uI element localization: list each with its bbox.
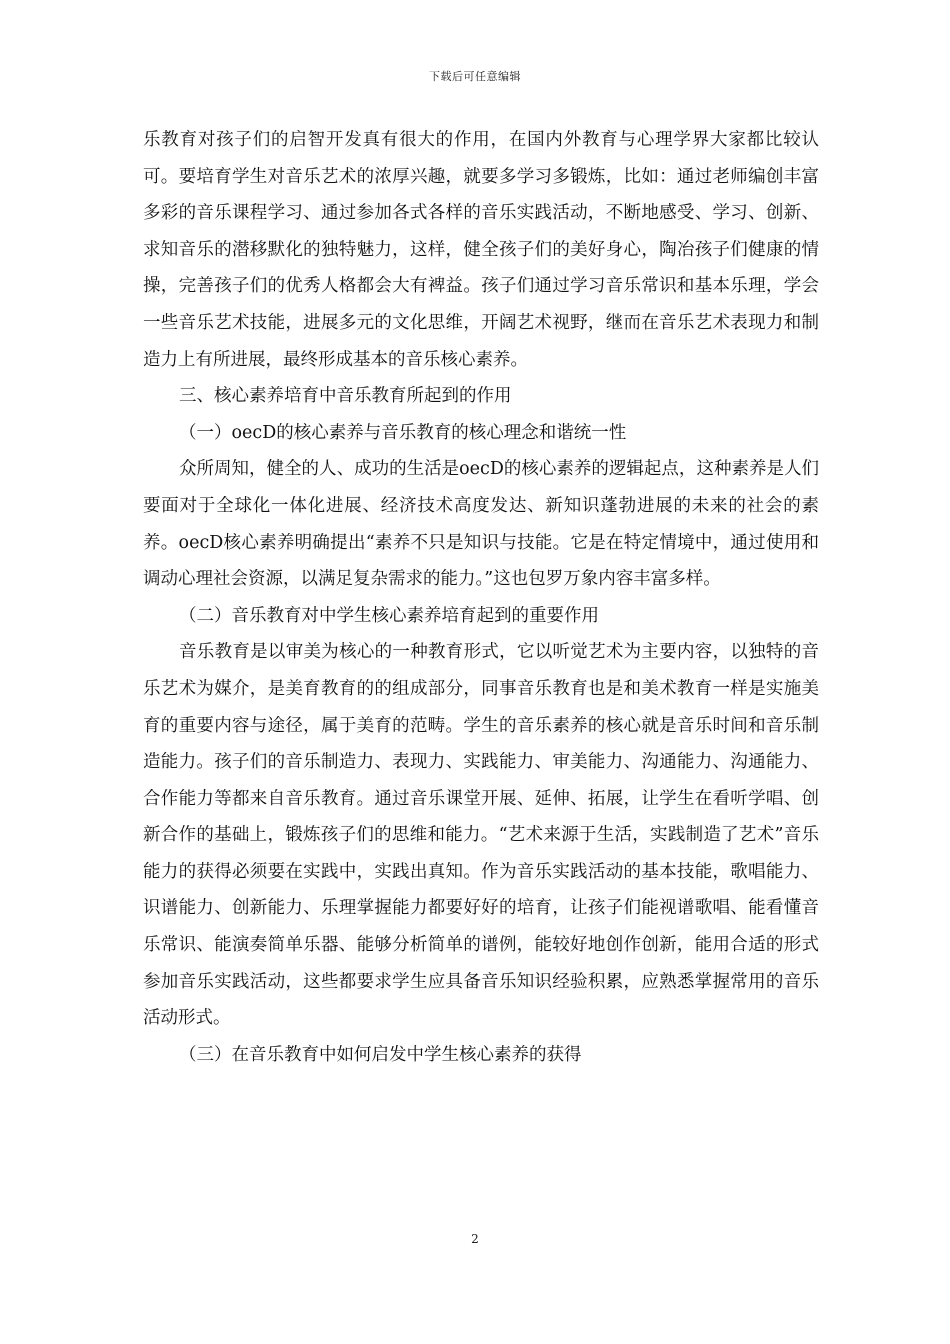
section-heading: 三、核心素养培育中音乐教育所起到的作用 (179, 386, 512, 407)
document-body (143, 122, 819, 1073)
paragraph-continued: 乐教育对孩子们的启智开发真有很大的作用，在国内外教育与心理学界大家都比较认可。要培育学生对音乐艺术的浓厚兴趣，就要多学习多锻炼，比如：通过老师编创丰富多彩的音乐课程学习、通过参加各式各样的音乐实践活动，不断地感受、学习、创新、求知音乐的潜移默化的独特魅力，这样，健全孩子们的美好身心，陶冶孩子们健康的情操，完善孩子们的优秀人格都会大有裨益。孩子们通过学习音乐常识和基本乐理，学会一些音乐艺术技能，进展多元的文化思维，开阔艺术视野，继而在音乐艺术表现力和制造力上有所进展，最终形成基本的音乐核心素养。 (143, 130, 819, 370)
page-header: 下载后可任意编辑 (429, 70, 521, 83)
paragraph-music-education: 音乐教育是以审美为核心的一种教育形式，它以听觉艺术为主要内容，以独特的音乐艺术为媒介，是美育教育的的组成部分，同事音乐教育也是和美术教育一样是实施美育的重要内容与途径，属于美育的范畴。学生的音乐素养的核心就是音乐时间和音乐制造能力。孩子们的音乐制造力、表现力、实践能力、审美能力、沟通能力、沟通能力、合作能力等都来自音乐教育。通过音乐课堂开展、延伸、拓展，让学生在看听学唱、创新合作的基础上，锻炼孩子们的思维和能力。“艺术来源于生活，实践制造了艺术”音乐能力的获得必须要在实践中，实践出真知。作为音乐实践活动的基本技能，歌唱能力、识谱能力、创新能力、乐理掌握能力都要好好的培育，让孩子们能视谱歌唱、能看懂音乐常识、能演奏简单乐器、能够分析简单的谱例，能较好地创作创新，能用合适的形式参加音乐实践活动，这些都要求学生应具备音乐知识经验积累，应熟悉掌握常用的音乐活动形式。 (143, 642, 819, 1029)
subsection-heading-2: （二）音乐教育对中学生核心素养培育起到的重要作用 (179, 605, 599, 626)
paragraph-oecd: 众所周知，健全的人、成功的生活是oecD的核心素养的逻辑起点，这种素养是人们要面对于全球化一体化进展、经济技术高度发达、新知识蓬勃进展的未来的社会的素养。oecD核心素养明确提出“素养不只是知识与技能。它是在特定情境中，通过使用和调动心理社会资源，以满足复杂需求的能力。”这也包罗万象内容丰富多样。 (143, 459, 819, 590)
page-number: 2 (471, 1232, 479, 1246)
subsection-heading-3: （三）在音乐教育中如何启发中学生核心素养的获得 (179, 1044, 582, 1065)
subsection-heading-1: （一）oecD的核心素养与音乐教育的核心理念和谐统一性 (179, 422, 627, 443)
